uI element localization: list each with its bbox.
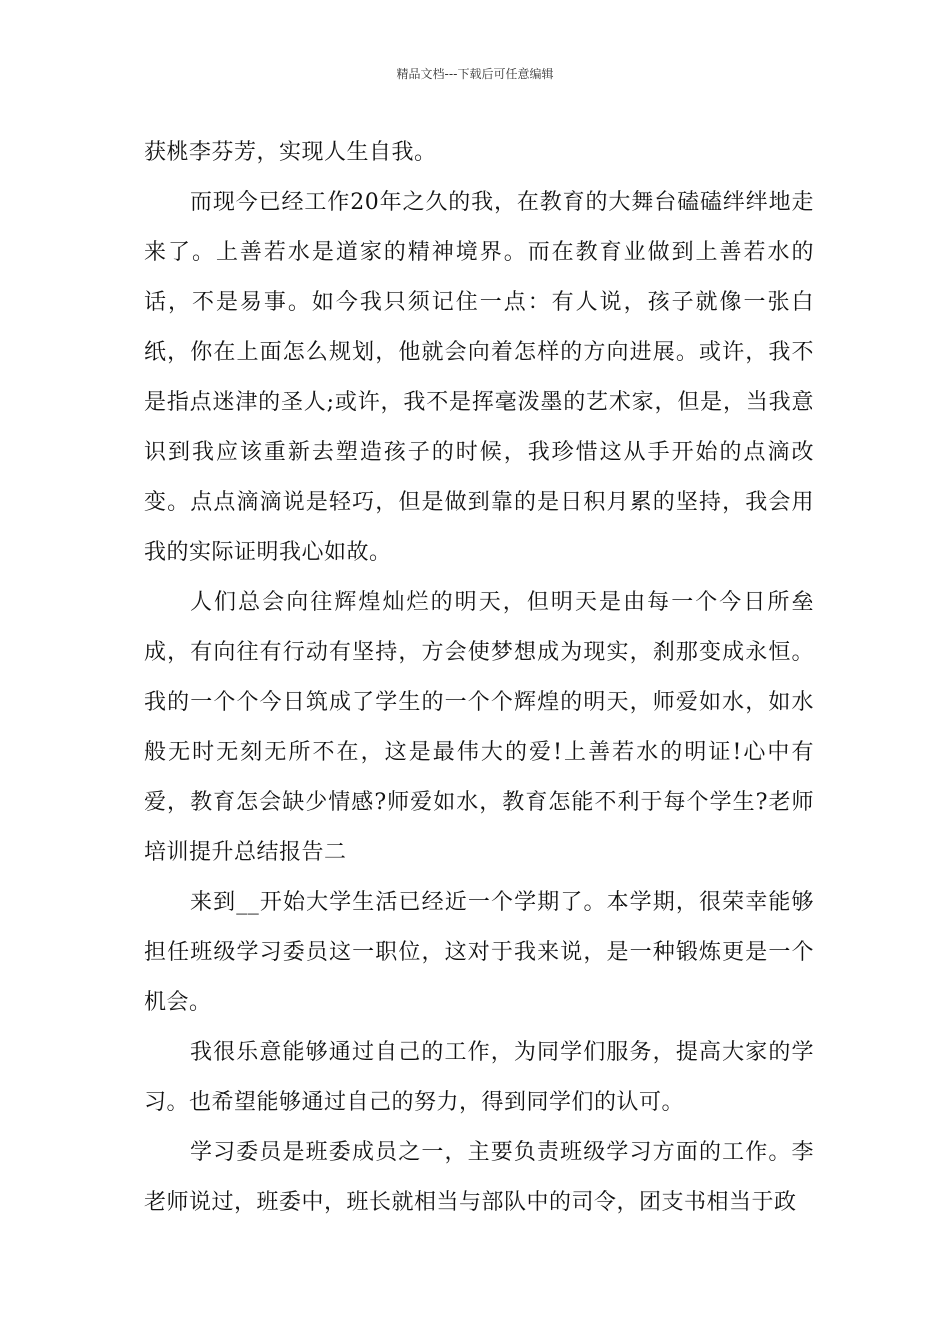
paragraph-6: 学习委员是班委成员之一，主要负责班级学习方面的工作。李老师说过，班委中，班长就相当与部队中的司令，团支书相当于政 xyxy=(144,1140,814,1215)
page-header: 精品文档---下载后可任意编辑 xyxy=(396,67,554,81)
document-body xyxy=(144,128,814,1228)
paragraph-5: 我很乐意能够通过自己的工作，为同学们服务，提高大家的学习。也希望能够通过自己的努力，得到同学们的认可。 xyxy=(144,1040,814,1115)
paragraph-1: 获桃李芬芳，实现人生自我。 xyxy=(144,140,437,165)
paragraph-3: 人们总会向往辉煌灿烂的明天，但明天是由每一个今日所垒成，有向往有行动有坚持，方会使梦想成为现实，刹那变成永恒。我的一个个今日筑成了学生的一个个辉煌的明天，师爱如水，如水般无时无刻无所不在，这是最伟大的爱!上善若水的明证!心中有爱，教育怎会缺少情感?师爱如水，教育怎能不利于每个学生?老师培训提升总结报告二 xyxy=(144,590,814,865)
paragraph-4: 来到__开始大学生活已经近一个学期了。本学期，很荣幸能够担任班级学习委员这一职位，这对于我来说，是一种锻炼更是一个机会。 xyxy=(144,890,814,1015)
paragraph-2: 而现今已经工作20年之久的我，在教育的大舞台磕磕绊绊地走来了。上善若水是道家的精神境界。而在教育业做到上善若水的话，不是易事。如今我只须记住一点：有人说，孩子就像一张白纸，你在上面怎么规划，他就会向着怎样的方向进展。或许，我不是指点迷津的圣人;或许，我不是挥毫泼墨的艺术家，但是，当我意识到我应该重新去塑造孩子的时候，我珍惜这从手开始的点滴改变。点点滴滴说是轻巧，但是做到靠的是日积月累的坚持，我会用我的实际证明我心如故。 xyxy=(144,190,814,565)
